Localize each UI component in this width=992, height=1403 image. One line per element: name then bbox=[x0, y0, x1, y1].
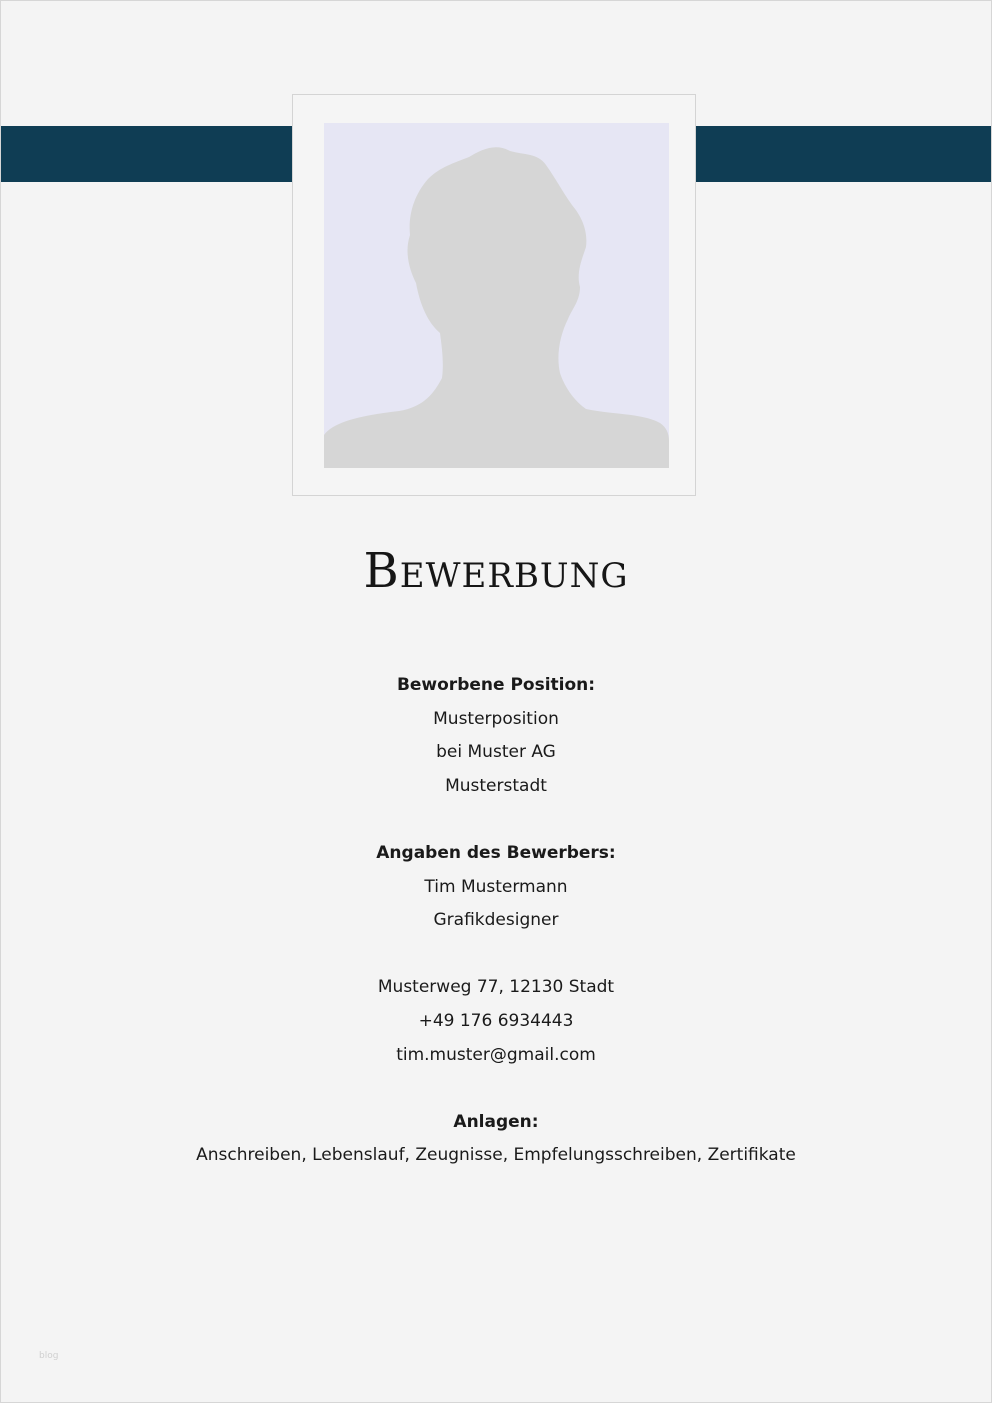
position-city: Musterstadt bbox=[445, 775, 547, 796]
spacer bbox=[0, 938, 992, 972]
attachments-list: Anschreiben, Lebenslauf, Zeugnisse, Empfelungsschreiben, Zertifikate bbox=[196, 1145, 796, 1166]
applicant-phone: +49 176 6934443 bbox=[418, 1010, 574, 1031]
applicant-address: Musterweg 77, 12130 Stadt bbox=[377, 977, 615, 998]
applicant-name: Tim Mustermann bbox=[424, 876, 568, 897]
applicant-heading: Angaben des Bewerbers: bbox=[376, 842, 616, 863]
spacer bbox=[0, 1072, 992, 1106]
applicant-job-title: Grafikdesigner bbox=[433, 910, 559, 931]
position-heading: Beworbene Position: bbox=[396, 675, 596, 695]
applicant-email: tim.muster@gmail.com bbox=[396, 1044, 596, 1065]
attachments-heading: Anlagen: bbox=[453, 1111, 539, 1132]
profile-photo bbox=[324, 123, 669, 468]
person-silhouette-icon bbox=[324, 123, 669, 468]
photo-frame bbox=[292, 94, 696, 496]
cover-details bbox=[0, 669, 992, 1173]
watermark-text: blog bbox=[39, 1351, 59, 1361]
document-title: Bewerbung bbox=[363, 543, 629, 599]
position-company: bei Muster AG bbox=[436, 742, 556, 763]
position-title: Musterposition bbox=[433, 708, 559, 729]
spacer bbox=[0, 803, 992, 837]
